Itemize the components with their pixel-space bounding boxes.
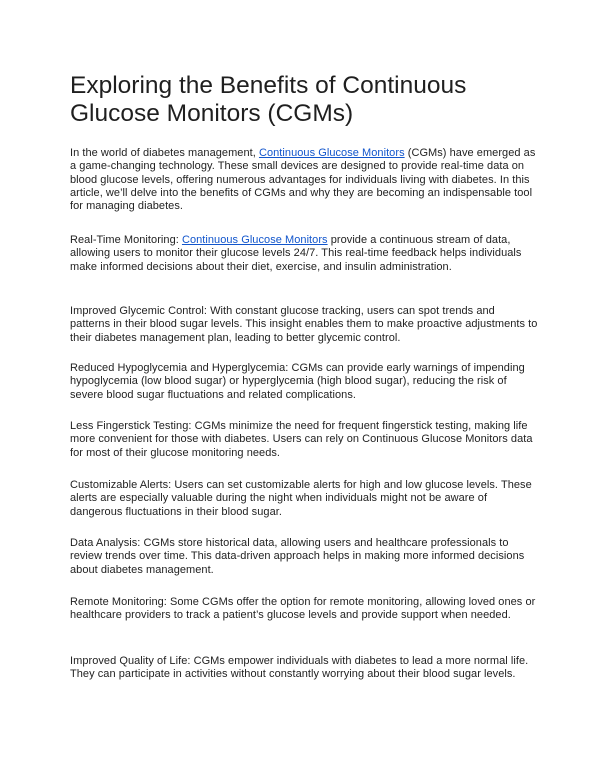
intro-text-after: (CGMs) have emerged as a game-changing technology. These small devices are designed to provide real-time data on blood glucose levels, offering numerous advantages for individuals living with diabetes. In this article, we’ll delve into the benefits of CGMs and why they are becoming an indispensable tool for managing diabetes.	[70, 147, 536, 213]
hypoglycemia-paragraph: Reduced Hypoglycemia and Hyperglycemia: CGMs can provide early warnings of impending hypoglycemia (low blood sugar) or hyperglycemia (high blood sugar), reducing the risk of severe blood sugar fluctuations and related complications.	[70, 362, 525, 401]
quality-of-life-paragraph: Improved Quality of Life: CGMs empower individuals with diabetes to lead a more normal life. They can participate in activities without constantly worrying about their blood sugar levels.	[70, 655, 529, 681]
realtime-text-before: Real-Time Monitoring:	[70, 234, 182, 246]
cgm-link[interactable]: Continuous Glucose Monitors	[258, 147, 405, 159]
remote-monitoring-paragraph: Remote Monitoring: Some CGMs offer the option for remote monitoring, allowing loved ones or healthcare providers to track a patient’s glucose levels and provide support when needed.	[70, 596, 536, 622]
realtime-text-after: provide a continuous stream of data, allowing users to monitor their glucose levels 24/7. This real-time feedback helps individuals make informed decisions about their diet, exercise, and insulin administration.	[70, 234, 522, 273]
glycemic-control-paragraph: Improved Glycemic Control: With constant glucose tracking, users can spot trends and patterns in their blood sugar levels. This insight enables them to make proactive adjustments to their diabetes management plan, leading to better glycemic control.	[70, 305, 538, 344]
alerts-paragraph: Customizable Alerts: Users can set customizable alerts for high and low glucose levels. These alerts are especially valuable during the night when individuals might not be aware of dangerous fluctuations in their blood sugar.	[70, 479, 532, 518]
page-title: Exploring the Benefits of Continuous Glucose Monitors (CGMs)	[70, 72, 467, 127]
intro-paragraph	[70, 147, 538, 213]
cgm-link[interactable]: Continuous Glucose Monitors	[181, 234, 328, 246]
data-analysis-paragraph: Data Analysis: CGMs store historical data, allowing users and healthcare professionals to review trends over time. This data-driven approach helps in making more informed decisions about diabetes management.	[70, 537, 525, 576]
realtime-paragraph	[70, 234, 538, 274]
fingerstick-paragraph: Less Fingerstick Testing: CGMs minimize the need for frequent fingerstick testing, making life more convenient for those with diabetes. Users can rely on Continuous Glucose Monitors data for most of their glucose monitoring needs.	[70, 420, 533, 459]
intro-text-before: In the world of diabetes management,	[70, 147, 259, 159]
